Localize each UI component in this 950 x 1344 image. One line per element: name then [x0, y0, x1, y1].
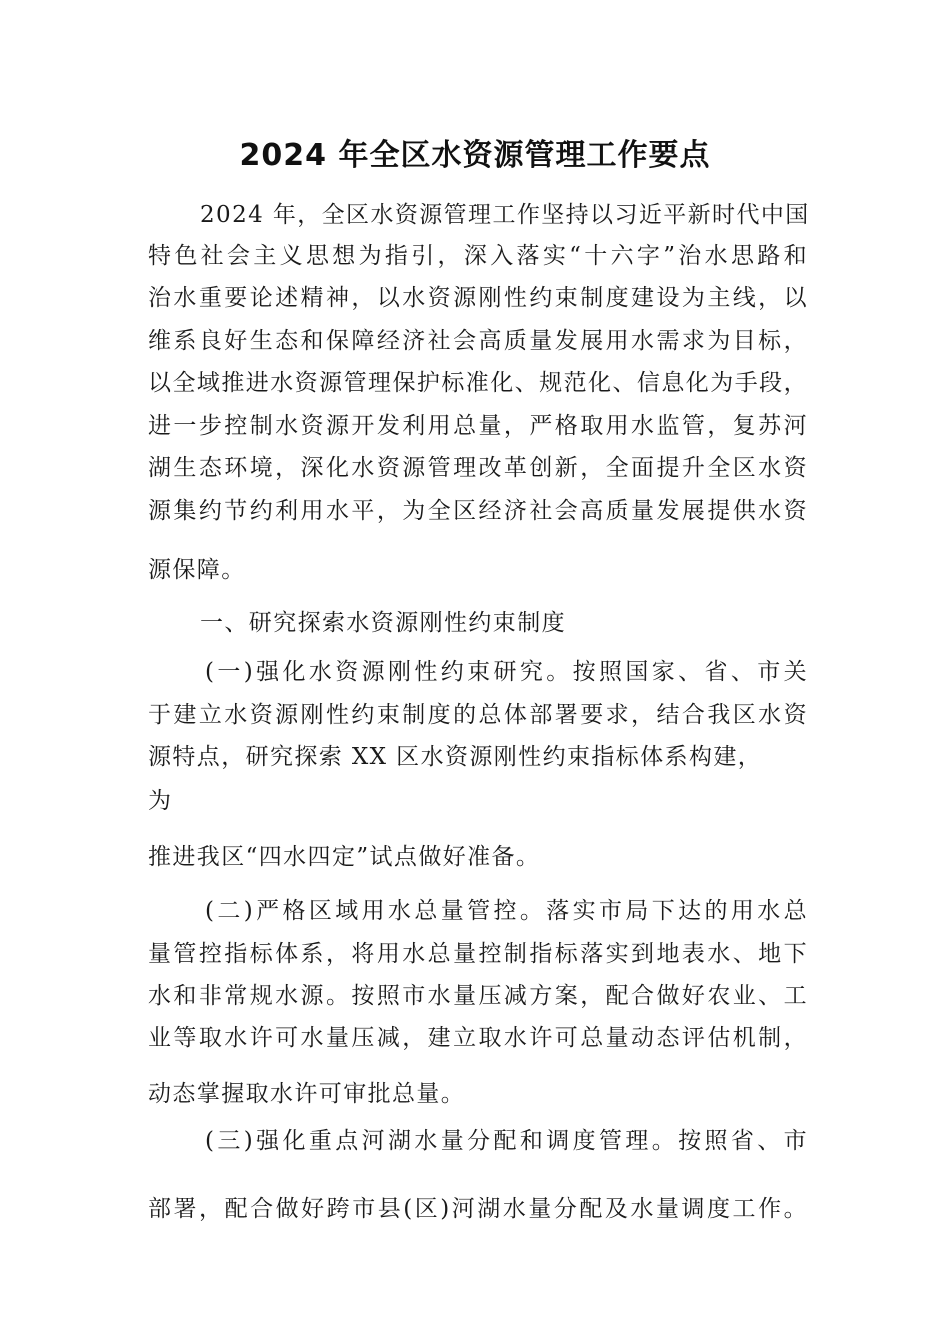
item-2-line-1: (二)严格区域用水总量管控。落实市局下达的用水总: [205, 898, 808, 924]
item-2-line-2: 量管控指标体系，将用水总量控制指标落实到地表水、地下: [148, 941, 808, 967]
item-1-line-1: (一)强化水资源刚性约束研究。按照国家、省、市关: [205, 659, 808, 685]
intro-line-1: 2024 年，全区水资源管理工作坚持以习近平新时代中国: [200, 202, 810, 228]
section-1-heading: 一、研究探索水资源刚性约束制度: [200, 610, 566, 636]
intro-line-3: 治水重要论述精神，以水资源刚性约束制度建设为主线，以: [148, 285, 808, 311]
item-2-line-3: 水和非常规水源。按照市水量压减方案，配合做好农业、工: [148, 983, 808, 1009]
intro-line-2: 特色社会主义思想为指引，深入落实“十六字”治水思路和: [148, 243, 808, 269]
item-3-line-2: 部署，配合做好跨市县(区)河湖水量分配及水量调度工作。: [148, 1196, 808, 1222]
item-1-line-5: 推进我区“四水四定”试点做好准备。: [148, 844, 541, 870]
item-2-line-4: 业等取水许可水量压减，建立取水许可总量动态评估机制，: [148, 1025, 808, 1051]
intro-line-4: 维系良好生态和保障经济社会高质量发展用水需求为目标，: [148, 328, 808, 354]
item-2-line-5: 动态掌握取水许可审批总量。: [148, 1081, 466, 1107]
intro-line-5: 以全域推进水资源管理保护标准化、规范化、信息化为手段，: [148, 370, 808, 396]
item-3-line-1: (三)强化重点河湖水量分配和调度管理。按照省、市: [205, 1128, 808, 1154]
item-1-line-3: 源特点，研究探索 XX 区水资源刚性约束指标体系构建，: [148, 744, 763, 770]
item-1-line-2: 于建立水资源刚性约束制度的总体部署要求，结合我区水资: [148, 702, 808, 728]
intro-line-6: 进一步控制水资源开发利用总量，严格取用水监管，复苏河: [148, 413, 808, 439]
item-1-line-4: 为: [148, 788, 173, 814]
intro-line-7: 湖生态环境，深化水资源管理改革创新，全面提升全区水资: [148, 455, 808, 481]
intro-line-8: 源集约节约利用水平，为全区经济社会高质量发展提供水资: [148, 498, 808, 524]
intro-line-9: 源保障。: [148, 557, 246, 583]
document-title: 2024 年全区水资源管理工作要点: [239, 138, 711, 173]
